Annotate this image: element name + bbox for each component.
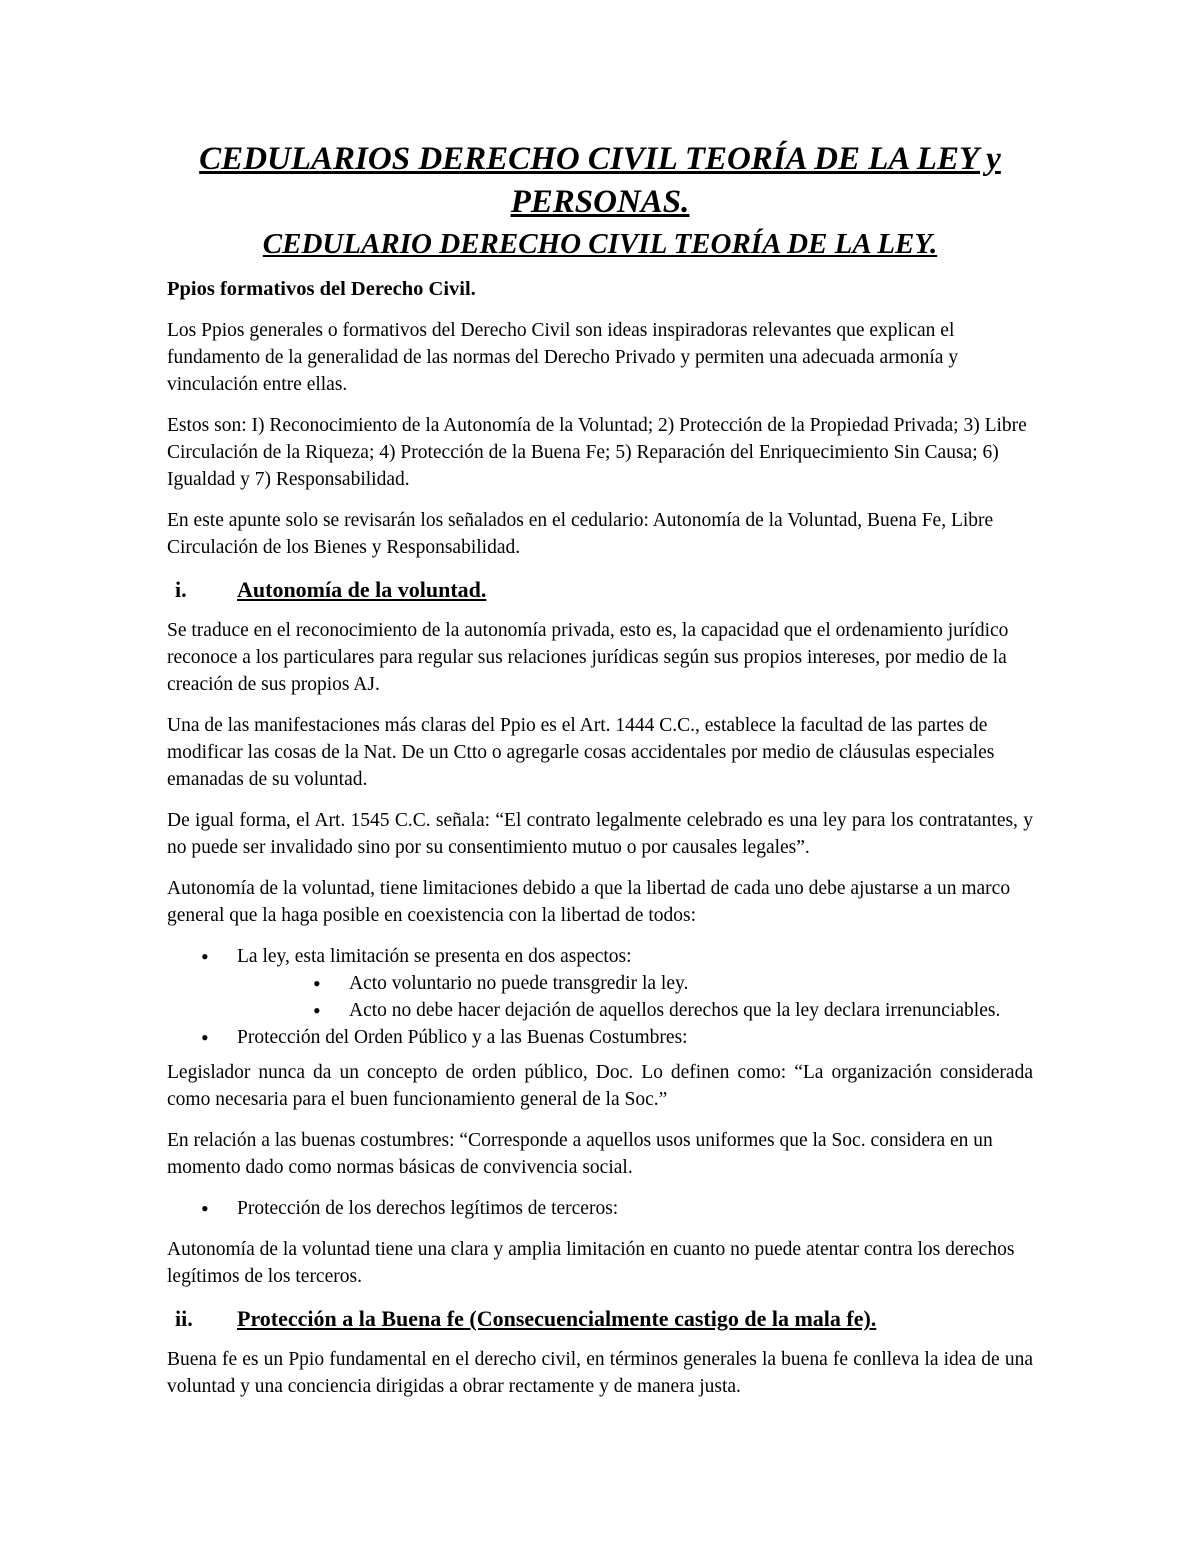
section-title: Protección a la Buena fe (Consecuencialmente castigo de la mala fe).: [237, 1306, 877, 1331]
sub-list-item: • Acto voluntario no puede transgredir la ley.: [237, 970, 1033, 997]
paragraph-autonomia-art1545: De igual forma, el Art. 1545 C.C. señala: “El contrato legalmente celebrado es una ley para los contratantes, y no puede ser invalidado sino por su consentimiento mutuo o por causales legales”.: [167, 810, 1033, 858]
list-item: • Protección de los derechos legítimos de terceros:: [167, 1195, 1033, 1222]
terceros-list: [167, 1195, 1033, 1222]
paragraph-orden-publico: Legislador nunca da un concepto de orden público, Doc. Lo definen como: “La organización considerada como necesaria para el buen funcionamiento general de la Soc.”: [167, 1062, 1033, 1110]
list-item: • Protección del Orden Público y a las Buenas Costumbres:: [167, 1024, 1033, 1051]
paragraph-autonomia-definition: Se traduce en el reconocimiento de la autonomía privada, esto es, la capacidad que el ordenamiento jurídico reconoce a los particulares para regular sus relaciones jurídicas según sus propios intereses, por medio de la creación de sus propios AJ.: [167, 620, 1009, 695]
section-heading-autonomia: [167, 575, 1033, 605]
document-body: [167, 276, 1033, 1414]
document-title: [147, 138, 1053, 224]
sub-list: [237, 970, 1033, 1024]
sub-list-item: • Acto no debe hacer dejación de aquellos derechos que la ley declara irrenunciables.: [237, 997, 1033, 1024]
paragraph-ppios-list: Estos son: I) Reconocimiento de la Autonomía de la Voluntad; 2) Protección de la Propiedad Privada; 3) Libre Circulación de la Riqueza; 4) Protección de la Buena Fe; 5) Reparación del Enriquecimiento Sin Causa; 6) Igualdad y 7) Responsabilidad.: [167, 415, 1027, 490]
limits-list: [167, 943, 1033, 1051]
paragraph-buena-fe: Buena fe es un Ppio fundamental en el derecho civil, en términos generales la buena fe conlleva la idea de una voluntad y una conciencia dirigidas a obrar rectamente y de manera justa.: [167, 1349, 1033, 1397]
paragraph-autonomia-limits: Autonomía de la voluntad, tiene limitaciones debido a que la libertad de cada uno debe ajustarse a un marco general que la haga posible en coexistencia con la libertad de todos:: [167, 878, 1011, 926]
paragraph-autonomia-art1444: Una de las manifestaciones más claras del Ppio es el Art. 1444 C.C., establece la facultad de las partes de modificar las cosas de la Nat. De un Ctto o agregarle cosas accidentales por medio de cláusulas especiales emanadas de su voluntad.: [167, 715, 995, 790]
section-number: ii.: [175, 1306, 193, 1331]
section-heading-buena-fe: [167, 1304, 1033, 1334]
section-title: Autonomía de la voluntad.: [237, 577, 487, 602]
list-item: [167, 943, 1033, 1024]
paragraph-terceros: Autonomía de la voluntad tiene una clara y amplia limitación en cuanto no puede atentar contra los derechos legítimos de los terceros.: [167, 1239, 1015, 1287]
list-item-text: La ley, esta limitación se presenta en dos aspectos:: [237, 946, 632, 967]
document-subtitle: CEDULARIO DERECHO CIVIL TEORÍA DE LA LEY.: [262, 228, 938, 260]
section-number: i.: [175, 577, 187, 602]
paragraph-ppios-intro: Los Ppios generales o formativos del Derecho Civil son ideas inspiradoras relevantes que explican el fundamento de la generalidad de las normas del Derecho Privado y permiten una adecuada armonía y vinculación entre ellas.: [167, 320, 959, 395]
document-title-line2: PERSONAS.: [510, 184, 690, 220]
document-title-line1: CEDULARIOS DERECHO CIVIL TEORÍA DE LA LEY y: [199, 141, 1001, 177]
paragraph-buenas-costumbres: En relación a las buenas costumbres: “Corresponde a aquellos usos uniformes que la Soc. considera en un momento dado como normas básicas de convivencia social.: [167, 1130, 993, 1178]
paragraph-ppios-scope: En este apunte solo se revisarán los señalados en el cedulario: Autonomía de la Voluntad, Buena Fe, Libre Circulación de los Bienes y Responsabilidad.: [167, 510, 994, 558]
heading-ppios: Ppios formativos del Derecho Civil.: [167, 278, 476, 300]
